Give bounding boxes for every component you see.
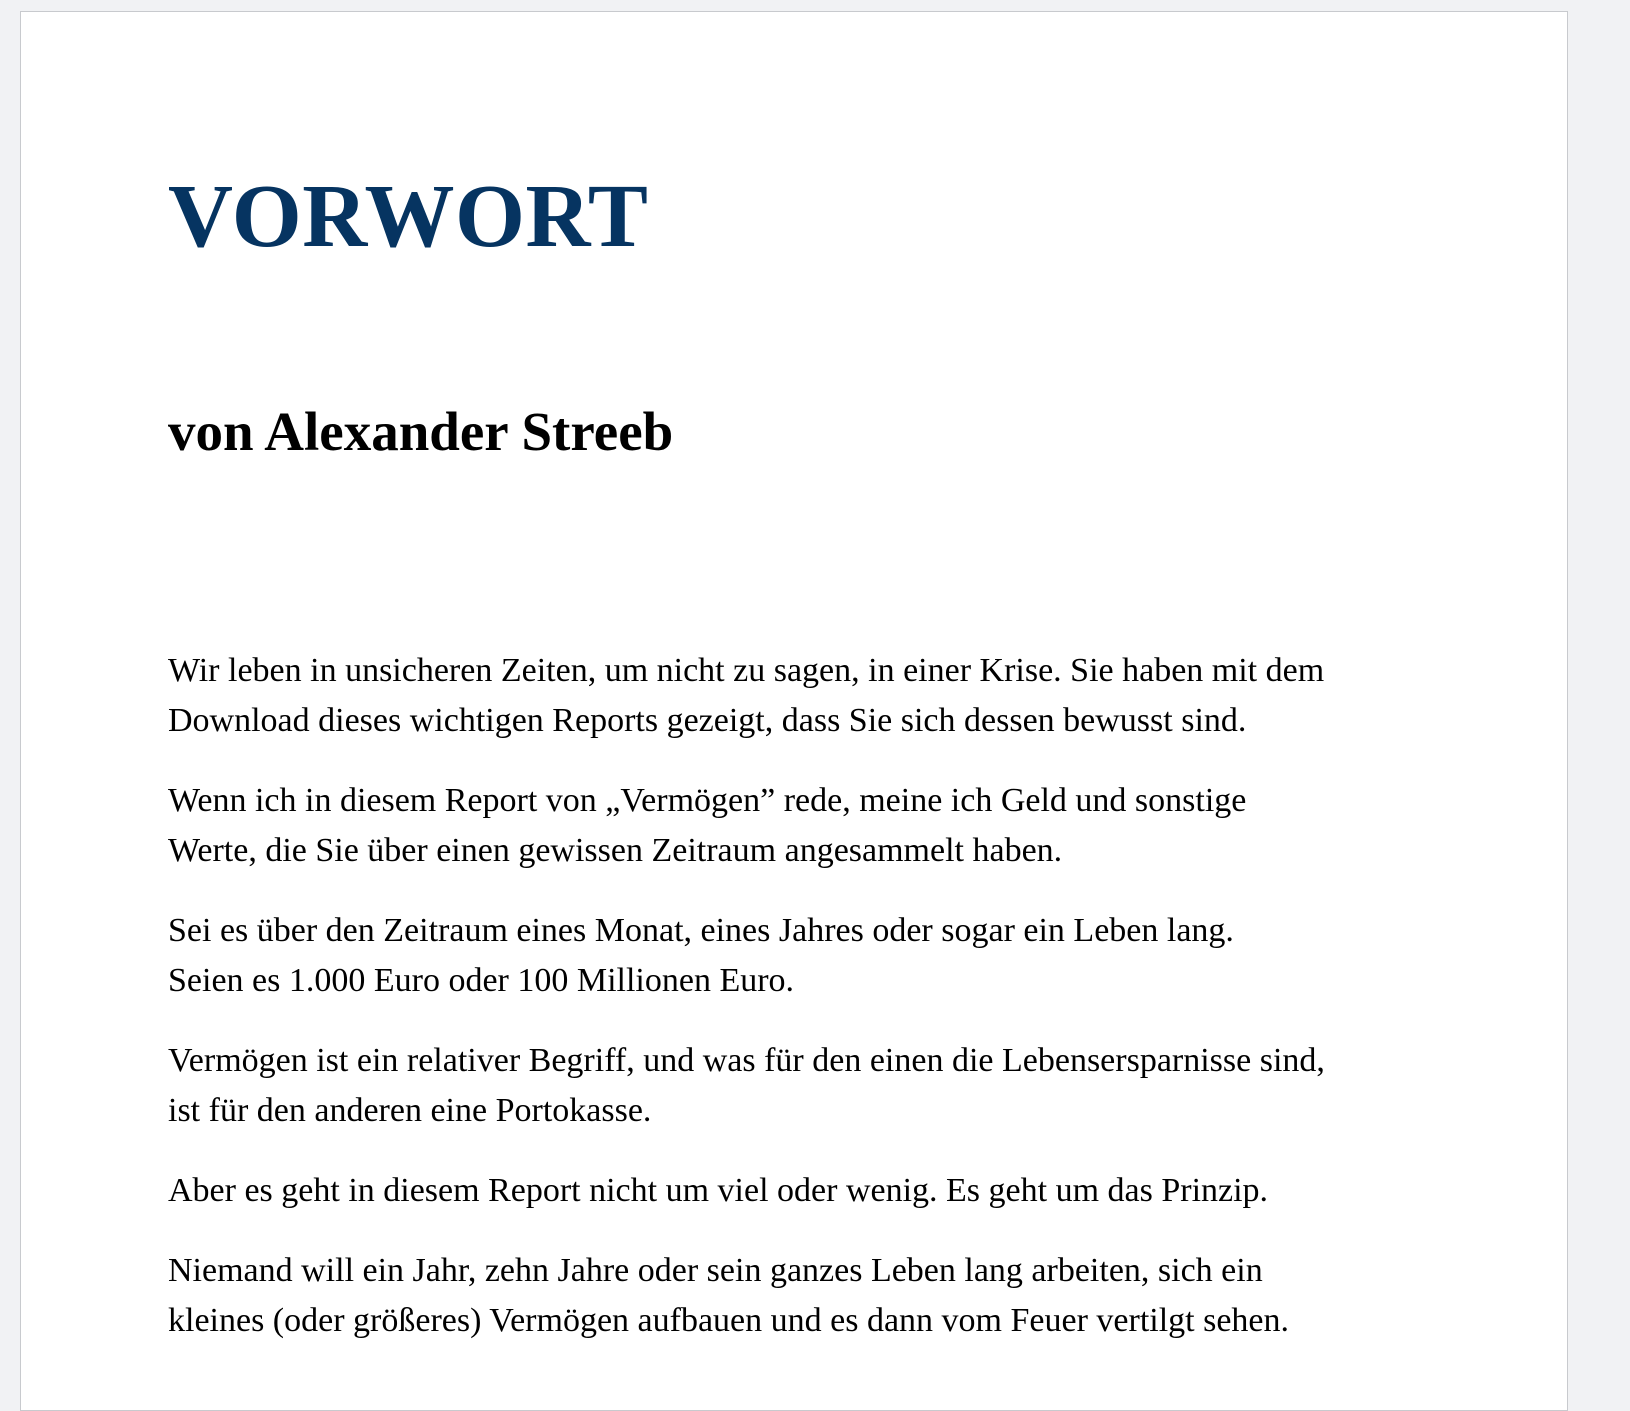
text-line: Aber es geht in diesem Report nicht um viel oder wenig. Es geht um das Prinzip.	[168, 1172, 1269, 1209]
text-line: Download dieses wichtigen Reports gezeigt, dass Sie sich dessen bewusst sind.	[168, 702, 1247, 739]
document-page	[20, 11, 1568, 1411]
paragraph	[168, 1166, 1418, 1216]
text-line: ist für den anderen eine Portokasse.	[168, 1092, 652, 1129]
author-byline: von Alexander Streeb	[168, 401, 674, 462]
text-line: Werte, die Sie über einen gewissen Zeitraum angesammelt haben.	[168, 832, 1063, 869]
paragraph	[168, 906, 1418, 1006]
text-line: Niemand will ein Jahr, zehn Jahre oder sein ganzes Leben lang arbeiten, sich ein	[168, 1252, 1263, 1289]
text-line: Seien es 1.000 Euro oder 100 Millionen Euro.	[168, 962, 795, 999]
paragraph	[168, 1036, 1418, 1136]
text-line: Vermögen ist ein relativer Begriff, und was für den einen die Lebensersparnisse sind,	[168, 1042, 1325, 1079]
page-title: VORWORT	[168, 167, 649, 266]
text-line: kleines (oder größeres) Vermögen aufbauen und es dann vom Feuer vertilgt sehen.	[168, 1302, 1290, 1339]
paragraph	[168, 646, 1418, 746]
text-line: Sei es über den Zeitraum eines Monat, eines Jahres oder sogar ein Leben lang.	[168, 912, 1234, 949]
text-line: Wenn ich in diesem Report von „Vermögen” rede, meine ich Geld und sonstige	[168, 782, 1247, 819]
text-line: Wir leben in unsicheren Zeiten, um nicht zu sagen, in einer Krise. Sie haben mit dem	[168, 652, 1325, 689]
body-text	[168, 646, 1418, 1376]
paragraph	[168, 776, 1418, 876]
paragraph	[168, 1246, 1418, 1346]
